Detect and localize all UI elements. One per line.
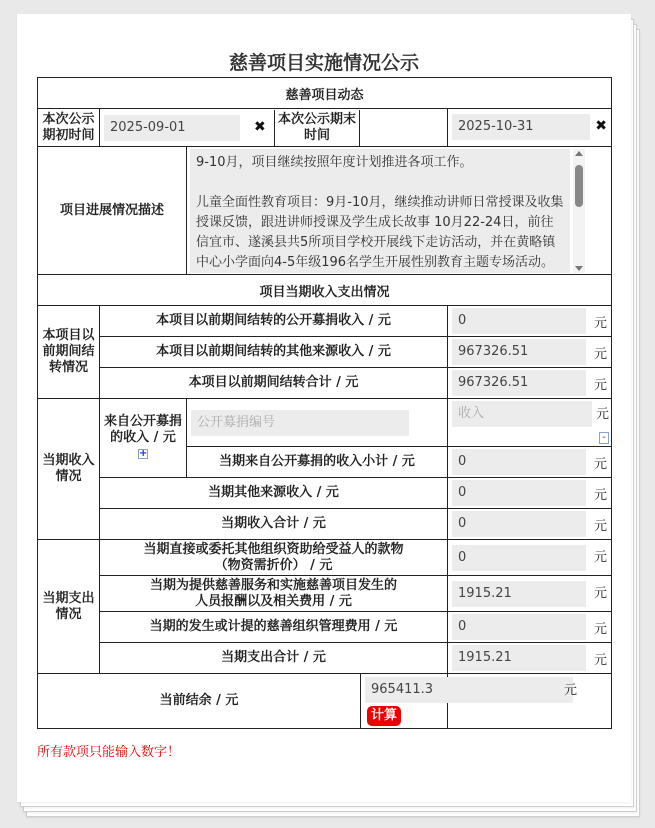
minus-icon[interactable]: - (599, 432, 609, 444)
other-income-input[interactable]: 0 (452, 480, 586, 506)
public-income-label: 来自公开募捐的收入 / 元 (104, 414, 183, 445)
disclosure-table (37, 77, 612, 729)
progress-label: 项目进展情况描述 (38, 147, 187, 275)
expense-total-input[interactable]: 1915.21 (452, 645, 586, 671)
unit-label: 元 (594, 653, 608, 668)
public-income-cell (100, 399, 187, 478)
unit-label: 元 (594, 519, 608, 534)
start-date-input[interactable]: 2025-09-01 (104, 115, 240, 141)
form-page (17, 14, 631, 802)
balance-input[interactable]: 965411.3 (365, 677, 573, 703)
other-income-label: 当期其他来源收入 / 元 (100, 478, 448, 509)
prior-public-label: 本项目以前期间结转的公开募捐收入 / 元 (100, 306, 448, 337)
expense-group-label: 当期支出情况 (38, 540, 100, 674)
prior-public-input[interactable]: 0 (452, 308, 586, 334)
public-income-value-cell (448, 399, 612, 447)
unit-label: 元 (594, 622, 608, 637)
unit-label: 元 (563, 683, 577, 698)
unit-label: 元 (594, 347, 608, 362)
balance-label: 当前结余 / 元 (38, 674, 361, 728)
income-group-label: 当期收入情况 (38, 399, 100, 540)
unit-label: 元 (596, 407, 610, 422)
page-title: 慈善项目实施情况公示 (228, 52, 419, 74)
end-date-input[interactable]: 2025-10-31 (452, 114, 590, 140)
balance-cell (361, 674, 577, 728)
prior-total-label: 本项目以前期间结转合计 / 元 (100, 368, 448, 399)
unit-label: 元 (594, 316, 608, 331)
end-date-label: 本次公示期末时间 (274, 110, 360, 146)
unit-label: 元 (594, 550, 608, 565)
public-no-cell (187, 399, 448, 447)
progress-scrollbar[interactable] (573, 149, 585, 273)
prior-other-input[interactable]: 967326.51 (452, 339, 586, 365)
public-income-input[interactable]: 收入 (452, 401, 592, 427)
income-total-label: 当期收入合计 / 元 (100, 509, 448, 540)
public-no-input[interactable]: 公开募捐编号 (191, 410, 409, 436)
calculate-button[interactable]: 计算 (367, 706, 401, 726)
section-header-finance: 项目当期收入支出情况 (38, 275, 612, 306)
income-total-input[interactable]: 0 (452, 511, 586, 537)
expense-direct-input[interactable]: 0 (452, 545, 586, 571)
unit-label: 元 (594, 488, 608, 503)
numeric-only-note: 所有款项只能输入数字！ (37, 745, 181, 760)
prior-group-label: 本项目以前期间结转情况 (38, 306, 100, 399)
plus-icon[interactable]: + (139, 447, 148, 459)
scroll-up-icon[interactable] (575, 151, 583, 156)
unit-label: 元 (594, 457, 608, 472)
progress-textarea[interactable]: 9-10月，项目继续按照年度计划推进各项工作。 儿童全面性教育项目：9月-10月，继续推动讲师日常授课及收集授课反馈，跟进讲师授课及学生成长故事 10月22-24日，前往信宜市、遂溪县共5所项目学校开展线下走访活动，并在黄略镇中心小学面向4-5年级196名学生开展性别教育主题专场活动。 (190, 149, 570, 273)
public-subtotal-input[interactable]: 0 (452, 449, 586, 475)
prior-other-label: 本项目以前期间结转的其他来源收入 / 元 (100, 337, 448, 368)
start-date-label: 本次公示期初时间 (38, 109, 100, 147)
public-subtotal-label: 当期来自公开募捐的收入小计 / 元 (187, 447, 448, 478)
expense-total-label: 当期支出合计 / 元 (100, 643, 448, 674)
scroll-down-icon[interactable] (575, 266, 583, 271)
expense-admin-input[interactable]: 0 (452, 614, 586, 640)
close-icon[interactable]: ✖ (254, 118, 266, 135)
scroll-thumb[interactable] (575, 165, 583, 207)
prior-total-input[interactable]: 967326.51 (452, 370, 586, 396)
expense-admin-label: 当期的发生或计提的慈善组织管理费用 / 元 (100, 612, 448, 643)
expense-service-label: 当期为提供慈善服务和实施慈善项目发生的人员报酬以及相关费用 / 元 (100, 576, 448, 612)
section-header-dynamics: 慈善项目动态 (38, 78, 612, 109)
progress-cell (187, 147, 612, 275)
expense-service-input[interactable]: 1915.21 (452, 581, 586, 607)
unit-label: 元 (594, 586, 608, 601)
expense-direct-label: 当期直接或委托其他组织资助给受益人的款物（物资需折价） / 元 (100, 540, 448, 576)
end-date-cell (448, 109, 612, 147)
unit-label: 元 (594, 378, 608, 393)
close-icon[interactable]: ✖ (595, 118, 608, 134)
